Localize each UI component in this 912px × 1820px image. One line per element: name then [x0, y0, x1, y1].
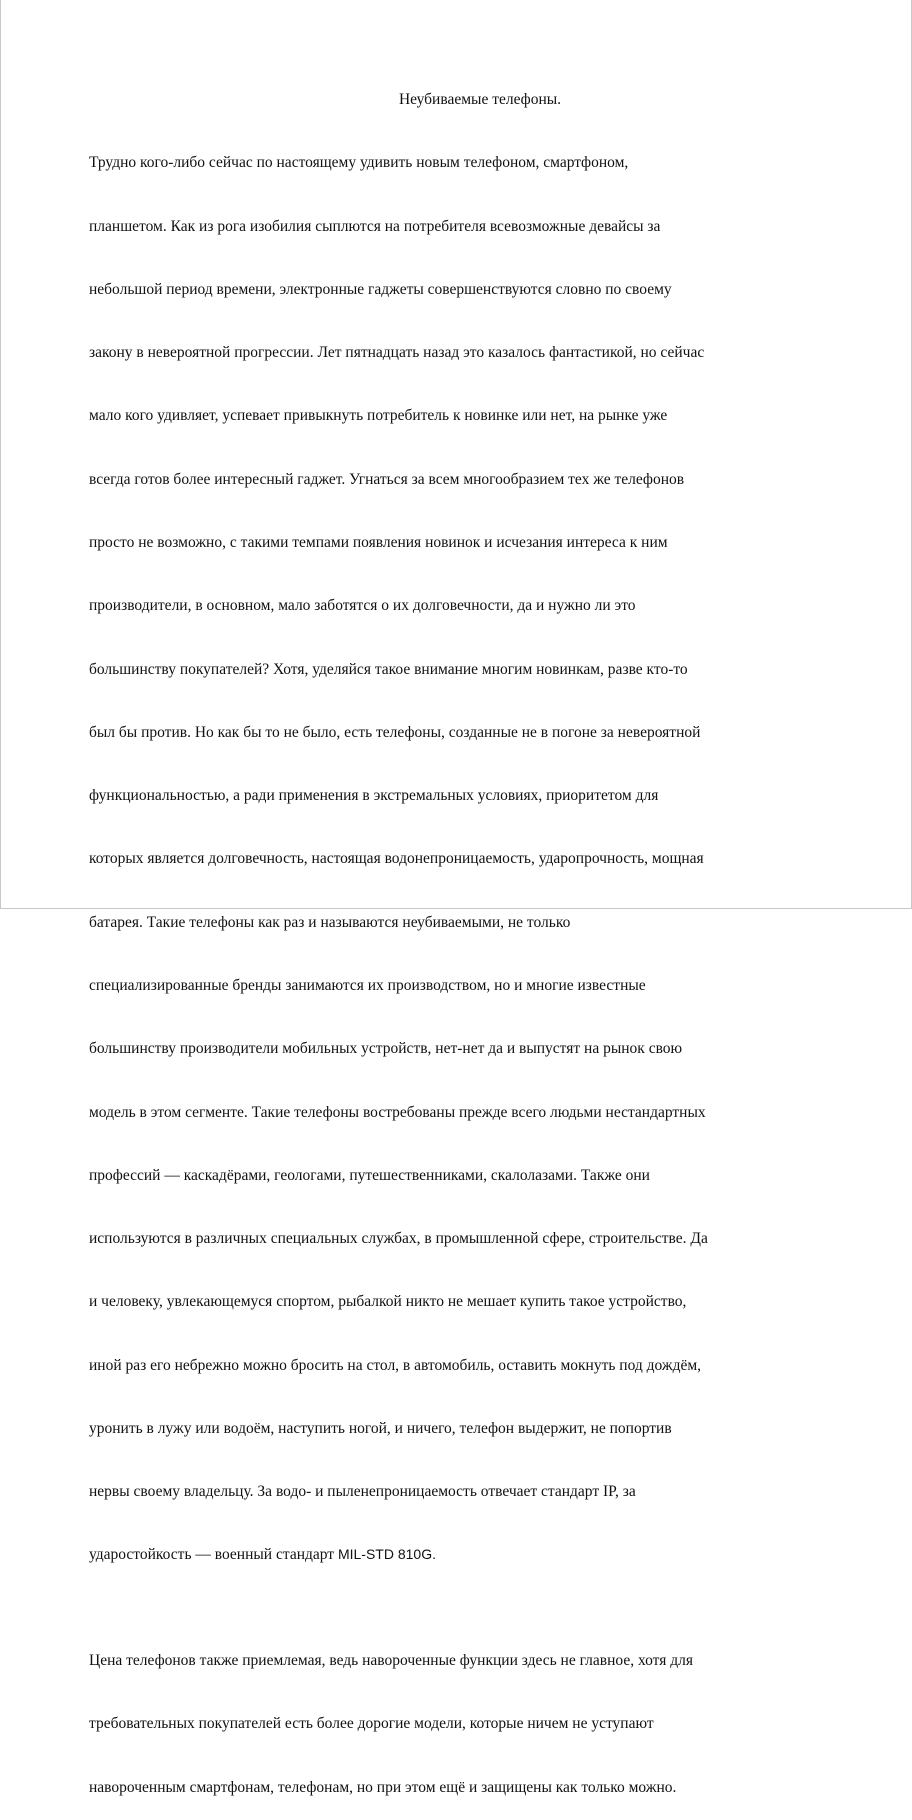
text-line: требовательных покупателей есть более дорогие модели, которые ничем не уступают	[89, 1715, 654, 1733]
text-line: иной раз его небрежно можно бросить на стол, в автомобиль, оставить мокнуть под дождём,	[89, 1356, 702, 1374]
text-line: был бы против. Но как бы то не было, есть телефоны, созданные не в погоне за невероятной	[89, 723, 701, 741]
document-title: Неубиваемые телефоны.	[398, 91, 562, 108]
text-line: которых является долговечность, настоящая водонепроницаемость, ударопрочность, мощная	[89, 850, 704, 868]
text-line: закону в невероятной прогрессии. Лет пятнадцать назад это казалось фантастикой, но сейчас	[89, 344, 705, 362]
text-line: функциональностью, а ради применения в экстремальных условиях, приоритетом для	[89, 787, 659, 805]
document-body	[89, 89, 829, 1820]
text-line-last	[89, 1544, 829, 1565]
paragraph-1	[89, 110, 829, 1608]
text-line: и человеку, увлекающемуся спортом, рыбалкой никто не мешает купить такое устройство,	[89, 1293, 687, 1311]
text-line: всегда готов более интересный гаджет. Угнаться за всем многообразием тех же телефонов	[89, 470, 685, 488]
text-line: просто не возможно, с такими темпами появления новинок и исчезания интереса к ним	[89, 533, 668, 551]
text-line: производители, в основном, мало заботятся о их долговечности, да и нужно ли это	[89, 597, 636, 615]
text-line: профессий — каскадёрами, геологами, путешественниками, скалолазами. Также они	[89, 1166, 650, 1184]
text-line: используются в различных специальных службах, в промышленной сфере, строительстве. Да	[89, 1230, 708, 1248]
text-line: модель в этом сегменте. Такие телефоны востребованы прежде всего людьми нестандартных	[89, 1103, 706, 1121]
text-line: небольшой период времени, электронные гаджеты совершенствуются словно по своему	[89, 280, 672, 298]
paragraph-2	[89, 1608, 829, 1820]
text-line: мало кого удивляет, успевает привыкнуть потребитель к новинке или нет, на рынке уже	[89, 407, 668, 425]
text-line: планшетом. Как из рога изобилия сыплются на потребителя всевозможные девайсы за	[89, 217, 661, 235]
standard-code: MIL-STD 810G.	[337, 1546, 436, 1563]
text-line: навороченным смартфонам, телефонам, но при этом ещё и защищены как только можно.	[89, 1778, 677, 1796]
text-line: большинству покупателей? Хотя, уделяйся такое внимание многим новинкам, разве кто-то	[89, 660, 688, 678]
text-line: Цена телефонов также приемлемая, ведь навороченные функции здесь не главное, хотя для	[89, 1651, 694, 1669]
text-line: батарея. Такие телефоны как раз и называются неубиваемыми, не только	[89, 913, 571, 931]
text-line: большинству производители мобильных устройств, нет-нет да и выпустят на рынок свою	[89, 1040, 683, 1058]
text-line: специализированные бренды занимаются их производством, но и многие известные	[89, 976, 646, 994]
text-line: Трудно кого-либо сейчас по настоящему удивить новым телефоном, смартфоном,	[89, 154, 629, 172]
text-line: нервы своему владельцу. За водо- и пыленепроницаемость отвечает стандарт IP, за	[89, 1483, 636, 1501]
text-line: уронить в лужу или водоём, наступить ногой, и ничего, телефон выдержит, не попортив	[89, 1419, 672, 1437]
text-fragment: ударостойкость — военный стандарт	[89, 1546, 338, 1564]
